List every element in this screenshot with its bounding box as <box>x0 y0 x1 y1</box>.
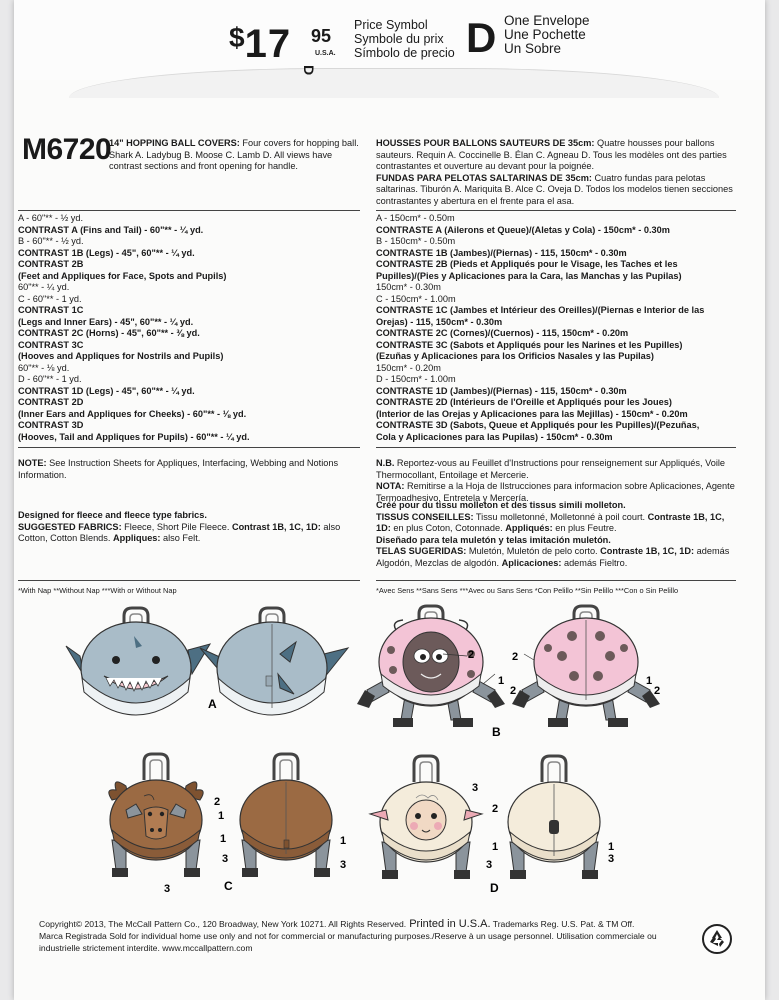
envelope-en: One Envelope <box>504 13 590 28</box>
fabrics-en-designed: Designed for fleece and fleece type fabrics. <box>18 510 207 520</box>
note-en-text: See Instruction Sheets for Appliques, Interfacing, Webbing and Notions Information. <box>18 458 339 480</box>
lamb-back-illustration <box>508 756 600 879</box>
yardage-line: A - 60"** - ½ yd. <box>18 213 84 223</box>
view-label-a: A <box>208 697 217 711</box>
fabrics-es-designed: Diseñado para tela muletón y telas imitación muletón. <box>376 534 611 545</box>
description-en-text: Four covers for hopping ball. Shark A. Ladybug B. Moose C. Lamb D. All views have contrast sections and front opening for handle. <box>109 138 359 171</box>
yardage-line: CONTRAST 2B <box>18 259 84 269</box>
yardage-line: CONTRASTE 3C (Sabots et Appliqués pour les Narines et les Pupilles) <box>376 339 683 350</box>
footer <box>39 918 689 954</box>
stray-mark: D <box>301 64 318 76</box>
price-country: U.S.A. <box>315 50 336 57</box>
yardage-line: (Inner Ears and Appliques for Cheeks) - 60"** - ⅛ yd. <box>18 408 247 419</box>
envelope-count <box>504 14 590 56</box>
printed-in: Printed in U.S.A. <box>406 918 491 930</box>
view-label-c: C <box>224 879 233 893</box>
description-en-title: 14" HOPPING BALL COVERS: <box>109 138 240 148</box>
ladybug-callout-2b: 2 <box>510 685 517 697</box>
moose-back-illustration <box>240 754 332 877</box>
views-svg <box>14 600 765 900</box>
yardage-line: (Hooves and Appliques for Nostrils and Pupils) <box>18 351 224 361</box>
fabrics-en-appliques: Appliques: <box>113 533 161 543</box>
fabrics-en-text: also Cotton, Cotton Blends. <box>18 521 341 543</box>
envelope-fr: Une Pochette <box>504 27 586 42</box>
yardage-line: CONTRAST 2D <box>18 397 84 407</box>
note-es-title: NOTA: <box>376 481 405 491</box>
description-fr-title: HOUSSES POUR BALLONS SAUTEURS DE 35cm: <box>376 138 595 148</box>
yardage-line: CONTRAST A (Fins and Tail) - 60"** - ¼ yd. <box>18 224 204 235</box>
yardage-line: A - 150cm* - 0.50m <box>376 213 455 223</box>
price-main: 17 <box>244 22 292 66</box>
description-en <box>109 138 359 173</box>
trademarks: Trademarks Reg. U.S. Pat. & TM Off. <box>490 919 635 929</box>
lamb-back-callout-3: 3 <box>608 853 615 865</box>
lamb-callout-1: 1 <box>492 841 499 853</box>
yardage-line: CONTRAST 1C <box>18 305 84 315</box>
shark-front-illustration <box>66 608 210 715</box>
moose-callout-1: 1 <box>218 810 225 822</box>
yardage-line: Orejas) - 115, 150cm* - 0.30m <box>376 316 503 327</box>
yardage-line: Cola y Aplicaciones para las Pupilas) - 150cm* - 0.30m <box>376 431 613 442</box>
yardage-line: (Legs and Inner Ears) - 45", 60"** - ¼ yd. <box>18 316 194 327</box>
yardage-line: (Interior de las Orejas y Aplicaciones para las Mejillas) - 150cm* - 0.20m <box>376 408 688 419</box>
yardage-line: (Hooves, Tail and Appliques for Pupils) - 60"** - ¼ yd. <box>18 431 250 442</box>
fabrics-fr-text: Tissu molletonné, Molletonné à poil court. <box>473 511 648 522</box>
yardage-line: B - 60"** - ½ yd. <box>18 236 84 246</box>
view-illustrations <box>14 600 765 900</box>
fabrics-en-text: also Felt. <box>160 533 201 543</box>
moose-front-illustration <box>109 754 203 877</box>
yardage-line: CONTRAST 1D (Legs) - 45", 60"** - ¼ yd. <box>18 385 195 396</box>
price-symbol-labels <box>354 18 455 60</box>
moose-callout-1b: 1 <box>220 833 227 845</box>
yardage-line: CONTRAST 1B (Legs) - 45", 60"** - ¼ yd. <box>18 247 195 258</box>
yardage-line: CONTRASTE 3D (Sabots, Queue et Appliqués pour les Pupilles)/(Pezuñas, <box>376 420 700 430</box>
description-fr-text: Quatre housses pour ballons sauteurs. Requin A. Coccinelle B. Élan C. Agneau D. Tous les modèles ont des parties contrastantes et ouverture au devant pour la poignée. <box>376 138 727 171</box>
yardage-line: B - 150cm* - 0.50m <box>376 236 456 246</box>
yardage-line: D - 150cm* - 1.00m <box>376 374 456 384</box>
lamb-callout-2: 2 <box>492 803 499 815</box>
envelope-es: Un Sobre <box>504 41 562 56</box>
lamb-callout-3b: 3 <box>486 859 493 871</box>
yardage-line: C - 60"** - 1 yd. <box>18 293 82 304</box>
yardage-line: C - 150cm* - 1.00m <box>376 293 456 304</box>
yardage-en <box>18 213 358 443</box>
price <box>229 22 336 67</box>
note-en-title: NOTE: <box>18 458 47 468</box>
yardage-line: 150cm* - 0.30m <box>376 282 441 292</box>
yardage-line: Pupilles)/(Pies y Aplicaciones para la Cara, las Manchas y las Pupilas) <box>376 270 682 281</box>
fabrics-fr-title: TISSUS CONSEILLES: <box>376 511 474 522</box>
nap-legend-fr-es: *Avec Sens **Sans Sens ***Avec ou Sans Sens *Con Pelillo **Sin Pelillo ***Con o Sin Pelillo <box>376 586 679 595</box>
yardage-line: CONTRASTE 1D (Jambes)/(Piernas) - 115, 150cm* - 0.30m <box>376 385 627 396</box>
price-symbol-fr: Symbole du prix <box>354 32 444 46</box>
yardage-line: 150cm* - 0.20m <box>376 362 441 373</box>
fabrics-en-title: SUGGESTED FABRICS: <box>18 521 122 532</box>
divider <box>18 210 360 211</box>
yardage-line: (Ezuñas y Aplicaciones para los Orificios Nasales y las Pupilas) <box>376 351 654 361</box>
ladybug-back-callout-1: 1 <box>646 675 653 687</box>
ladybug-back-callout-2: 2 <box>512 651 519 663</box>
yardage-line: CONTRASTE A (Ailerons et Queue)/(Aletas y Cola) - 150cm* - 0.30m <box>376 224 670 235</box>
ladybug-front-illustration <box>357 606 505 727</box>
fabrics-es-text: Muletón, Muletón de pelo corto. <box>466 546 601 556</box>
moose-back-callout-3: 3 <box>340 859 347 871</box>
description-es-text: Cuatro fundas para pelotas saltarinas. Tiburón A. Mariquita B. Alce C. Oveja D. Todos los modelos tienen secciones contrastantes y abertura en el frente para el asa. <box>376 172 733 206</box>
yardage-line: CONTRASTE 2C (Cornes)/(Cuernos) - 115, 150cm* - 0.20m <box>376 328 629 338</box>
fabrics-fr-text: en plus Feutre. <box>552 523 617 533</box>
yardage-line: CONTRASTE 2B (Pieds et Appliqués pour le Visage, les Taches et les <box>376 259 678 269</box>
nap-legend-en: *With Nap **Without Nap ***With or Without Nap <box>18 586 177 595</box>
fabrics-es-text: además Algodón, Mezclas de algodón. <box>376 546 730 568</box>
ladybug-callout-2: 2 <box>468 649 475 661</box>
fabrics-fr-text: en plus Coton, Cotonnade. <box>390 523 506 533</box>
moose-callout-3b: 3 <box>164 883 171 895</box>
description-es-title: FUNDAS PARA PELOTAS SALTARINAS DE 35cm: <box>376 172 592 183</box>
yardage-line: CONTRASTE 1C (Jambes et Intérieur des Oreilles)/(Piernas e Interior de las <box>376 305 705 315</box>
lamb-front-illustration <box>370 756 482 879</box>
yardage-line: CONTRASTE 1B (Jambes)/(Piernas) - 115, 150cm* - 0.30m <box>376 247 627 258</box>
note-fr-title: N.B. <box>376 458 395 468</box>
moose-callout-3: 3 <box>222 853 229 865</box>
view-label-d: D <box>490 881 499 895</box>
pattern-envelope-back <box>14 0 765 1000</box>
usage-notice-cont: industrielle strictement interdite. www.mccallpattern.com <box>39 943 253 953</box>
fabrics-fr-appliques: Appliqués: <box>505 523 553 533</box>
divider <box>18 447 360 448</box>
fabrics-es-title: TELAS SUGERIDAS: <box>376 546 467 556</box>
yardage-line: CONTRAST 3C <box>18 339 84 350</box>
fabrics-fr-es <box>376 500 736 569</box>
price-cents: 95 <box>311 26 332 46</box>
ladybug-back-illustration <box>512 606 660 727</box>
note-fr-es <box>376 458 736 504</box>
moose-callout-2: 2 <box>214 796 221 808</box>
yardage-line: CONTRAST 2C (Horns) - 45", 60"** - ⅜ yd. <box>18 328 200 338</box>
yardage-line: 60"** - ⅛ yd. <box>18 362 70 373</box>
lamb-callout-3: 3 <box>472 782 479 794</box>
recycle-icon <box>702 924 732 954</box>
price-letter: D <box>466 14 497 61</box>
moose-back-callout-1: 1 <box>340 835 347 847</box>
divider <box>376 580 736 581</box>
divider <box>376 447 736 448</box>
fabrics-fr-designed: Créé pour du tissu molleton et des tissus simili molleton. <box>376 500 626 510</box>
fabrics-es-appliques: Aplicaciones: <box>501 557 562 568</box>
fabrics-en-contrast: Contrast 1B, 1C, 1D: <box>231 521 321 532</box>
view-label-b: B <box>492 725 501 739</box>
usage-notice: Marca Registrada Sold for individual home use only and not for commercial or manufacturing purposes./Reserve à un usage personnel. Utilisation commerciale ou <box>39 931 657 941</box>
fabrics-es-contrast: Contraste 1B, 1C, 1D: <box>600 546 695 556</box>
fabrics-en <box>18 510 363 545</box>
divider <box>18 580 360 581</box>
yardage-line: D - 60"** - 1 yd. <box>18 374 82 384</box>
fabrics-es-text: además Fieltro. <box>561 557 628 568</box>
yardage-line: 60"** - ¼ yd. <box>18 282 70 292</box>
fabrics-fr-contrast: Contraste 1B, 1C, 1D: <box>376 511 725 533</box>
ladybug-callout-1: 1 <box>498 675 505 687</box>
price-symbol-es: Símbolo de precio <box>354 46 455 60</box>
ladybug-back-callout-2b: 2 <box>654 685 661 697</box>
copyright: Copyright© 2013, The McCall Pattern Co., 120 Broadway, New York 10271. All Rights Reserved. <box>39 919 407 929</box>
shark-back-illustration <box>200 608 348 715</box>
note-es-text: Remitirse a la Hoja de Ilstrucciones para informacion sobre Aplicaciones, Agente Termoadhesivo, Entretela y Mercería. <box>376 481 735 503</box>
yardage-line: CONTRAST 3D <box>18 420 84 430</box>
yardage-line: (Feet and Appliques for Face, Spots and Pupils) <box>18 270 227 281</box>
description-fr-es <box>376 138 736 207</box>
price-dollar: $ <box>229 22 245 53</box>
price-symbol-en: Price Symbol <box>354 18 428 32</box>
note-en <box>18 458 358 481</box>
pattern-number: M6720 <box>22 133 112 166</box>
lamb-back-callout-1: 1 <box>608 841 615 853</box>
yardage-fr-es <box>376 213 736 443</box>
yardage-line: CONTRASTE 2D (Intérieurs de l'Oreille et Appliqués pour les Joues) <box>376 397 672 407</box>
note-fr-text: Reportez-vous au Feuillet d'Instructions pour renseignement sur Appliqués, Voile Thermocollant, Entoilage et Mercerie. <box>376 458 726 480</box>
fabrics-en-text: Fleece, Short Pile Fleece. <box>121 521 232 532</box>
divider <box>376 210 736 211</box>
